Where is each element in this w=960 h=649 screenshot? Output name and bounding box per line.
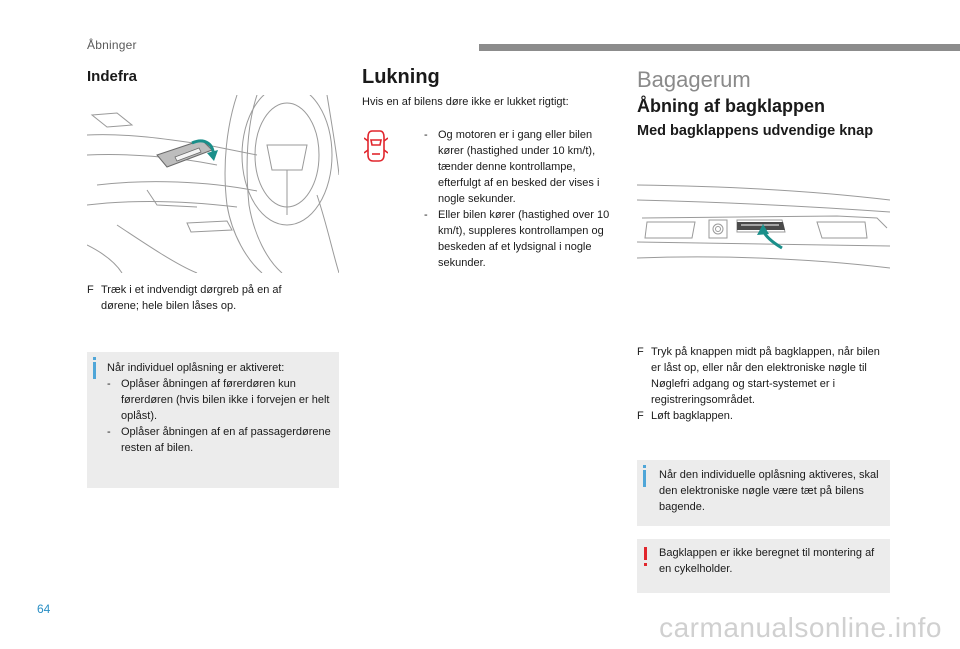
lukning-list-item: - Og motoren er i gang eller bilen kører (hastighed under 10 km/t), tænder denne kontrollampe, efterfulgt af en besked der vises i nogle sekunder.: [424, 129, 600, 205]
lukning-list-item: - Eller bilen kører (hastighed over 10 km/t), suppleres kontrollampen og beskeden af et lydsignal i nogle sekunder.: [424, 209, 610, 269]
info-list-item: - Oplåser åbningen af en af passagerdørene resten af bilen.: [107, 426, 331, 454]
heading-lukning: Lukning: [362, 66, 440, 88]
info-icon-dot: [643, 465, 646, 468]
bullet-item: F Tryk på knappen midt på bagklappen, når bilen er låst op, eller når den elektroniske nøgle til Nøglefri adgang og start-systemet er i registreringsområdet.: [637, 346, 880, 406]
bullet-symbol: F: [87, 284, 94, 296]
subheading-udvendig-knap: Med bagklappens udvendige knap: [637, 123, 874, 139]
warning-icon-dot: [644, 563, 647, 566]
door-handle-illustration: [87, 95, 339, 273]
info-list-item: - Oplåser åbningen af førerdøren kun førerdøren (hvis bilen ikke i forvejen er helt oplåst).: [107, 378, 330, 422]
info-icon: [643, 470, 646, 487]
page-number: 64: [37, 602, 51, 616]
info-box-bagklappen: [637, 460, 890, 526]
door-open-warning-icon: [364, 128, 388, 164]
info-box-indefra: [87, 352, 339, 488]
heading-bagagerum: Bagagerum: [637, 67, 751, 92]
section-label: Åbninger: [87, 38, 137, 52]
warning-text: Bagklappen er ikke beregnet til montering af en cykelholder.: [659, 547, 875, 575]
bagklappen-bullets: [637, 344, 887, 424]
tailgate-button-illustration: [637, 180, 890, 280]
info-content: [107, 360, 332, 456]
lukning-list: [424, 127, 616, 271]
warning-box-bagklappen: [637, 539, 890, 593]
heading-aabning-af-bagklappen: Åbning af bagklappen: [637, 96, 826, 116]
heading-indefra: Indefra: [87, 68, 138, 85]
lukning-intro: Hvis en af bilens døre ikke er lukket rigtigt:: [362, 96, 569, 108]
info-text: Når den individuelle oplåsning aktiveres, skal den elektroniske nøgle være tæt på bilens bagende.: [659, 469, 879, 513]
info-intro: Når individuel oplåsning er aktiveret:: [107, 362, 285, 374]
bullet-indefra: [87, 282, 322, 314]
bullet-text: Træk i et indvendigt dørgreb på en af dørene; hele bilen låses op.: [101, 284, 282, 312]
warning-icon: [644, 547, 647, 560]
info-icon: [93, 362, 96, 379]
watermark: carmanualsonline.info: [659, 612, 942, 643]
info-icon-dot: [93, 357, 96, 360]
header-bar: [479, 44, 960, 51]
bullet-item: F Løft bagklappen.: [637, 410, 733, 422]
